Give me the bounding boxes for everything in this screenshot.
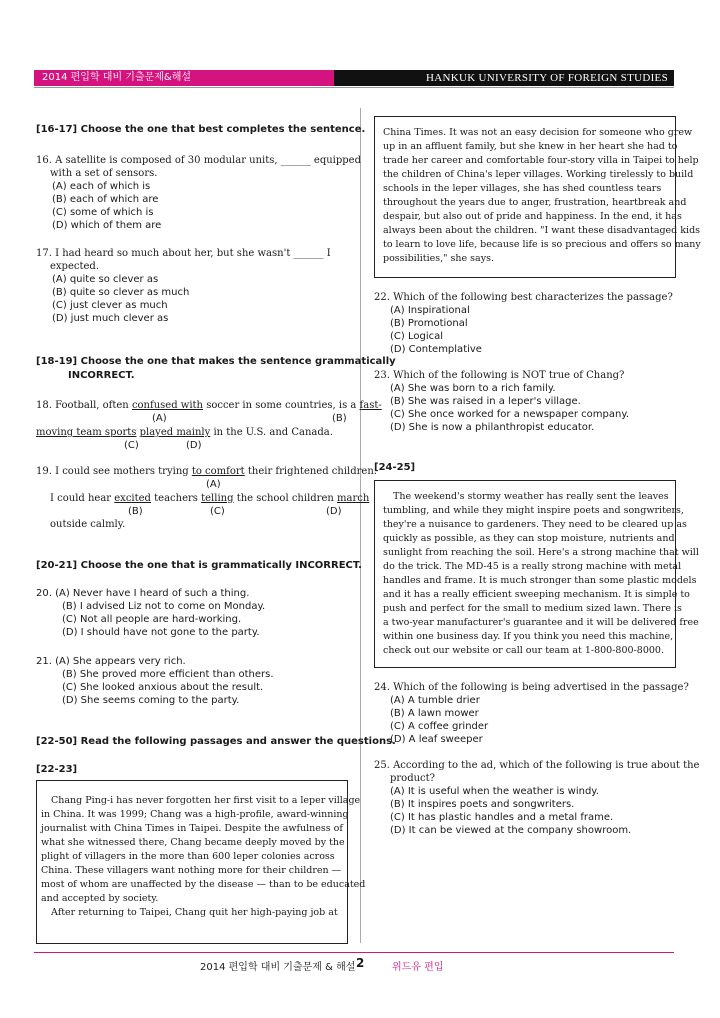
q19-part1: 19. I could see mothers trying	[36, 466, 189, 477]
q18-underline-b: fast-	[359, 400, 382, 411]
passage2-line1: The weekend's stormy weather has really sent the leaves	[393, 491, 669, 502]
passage1-line5: plight of villagers in the more than 600 leper colonies across	[41, 851, 335, 862]
q19-label-c: (C)	[210, 506, 225, 517]
q21-option-a: 21. (A) She appears very rich.	[36, 656, 186, 667]
passage2-line10: a two-year manufacturer's guarantee and it will be delivered free	[383, 617, 699, 628]
q18-label-c: (C)	[124, 440, 139, 451]
q19-stem-line2	[50, 493, 369, 505]
q18-label-b: (B)	[332, 413, 347, 424]
q22-option-c: (C) Logical	[390, 331, 444, 342]
q19-label-d: (D)	[326, 506, 342, 517]
header-right: HANKUK UNIVERSITY OF FOREIGN STUDIES	[334, 70, 674, 86]
section-20-21-title: [20-21] Choose the one that is grammatically INCORRECT.	[36, 560, 362, 571]
q20-option-d: (D) I should have not gone to the party.	[62, 627, 260, 638]
q16-option-b: (B) each of which are	[52, 194, 159, 205]
q18-part3: in the U.S. and Canada.	[213, 427, 333, 438]
range-22-23: [22-23]	[36, 764, 78, 775]
q25-stem-line2: product?	[390, 773, 436, 784]
q23-option-c: (C) She once worked for a newspaper company.	[390, 409, 630, 420]
passage2-line8: and it has a really efficient sweeping mechanism. It is simple to	[383, 589, 690, 600]
passage1c-line2: up in an affluent family, but she knew in her heart she had to	[383, 141, 678, 152]
q20-option-c: (C) Not all people are hard-working.	[62, 614, 242, 625]
q23-option-d: (D) She is now a philanthropist educator.	[390, 422, 595, 433]
q23-option-a: (A) She was born to a rich family.	[390, 383, 556, 394]
q24-stem: 24. Which of the following is being advertised in the passage?	[374, 682, 689, 693]
q17-option-d: (D) just much clever as	[52, 313, 169, 324]
q19-part4: teachers	[154, 493, 198, 504]
q25-option-d: (D) It can be viewed at the company showroom.	[390, 825, 632, 836]
q25-option-c: (C) It has plastic handles and a metal frame.	[390, 812, 614, 823]
footer-right: 위드유 편입	[392, 962, 444, 973]
q25-stem-line1: 25. According to the ad, which of the following is true about the	[374, 760, 700, 771]
q19-stem-line1	[36, 466, 377, 478]
q17-option-a: (A) quite so clever as	[52, 274, 159, 285]
q24-option-b: (B) A lawn mower	[390, 708, 479, 719]
q16-line2: with a set of sensors.	[50, 168, 158, 179]
q21-option-c: (C) She looked anxious about the result.	[62, 682, 264, 693]
passage1-line7: most of whom are unaffected by the disease — than to be educated	[41, 879, 366, 890]
q19-part3: I could hear	[50, 493, 112, 504]
q17-option-c: (C) just clever as much	[52, 300, 168, 311]
range-24-25: [24-25]	[374, 462, 416, 473]
passage1c-line7: despair, but also out of pride and happiness. In the end, it has	[383, 211, 682, 222]
passage1c-line10: possibilities," she says.	[383, 253, 494, 264]
passage1-line6: China. These villagers want nothing more for their children —	[41, 865, 342, 876]
passage1c-line6: throughout the years due to anger, frustration, heartbreak and	[383, 197, 687, 208]
q16-option-d: (D) which of them are	[52, 220, 162, 231]
passage1c-line9: to learn to love life, because life is so precious and offers so many	[383, 239, 701, 250]
q17-line1: 17. I had heard so much about her, but she wasn't ______ I	[36, 248, 331, 259]
section-22-50-title: [22-50] Read the following passages and answer the questions.	[36, 736, 396, 747]
passage2-line7: handles and frame. It is much stronger than some plastic models	[383, 575, 697, 586]
q18-underline-d: played mainly	[139, 427, 211, 438]
passage2-line12: check out our website or call our team at 1-800-800-8000.	[383, 645, 664, 656]
header-divider	[34, 87, 674, 88]
passage1-line2: in China. It was 1999; Chang was a high-profile, award-winning	[41, 809, 349, 820]
q18-part1: 18. Football, often	[36, 400, 129, 411]
passage2-line5: sunlight from reaching the soil. Here's a strong machine that will	[383, 547, 699, 558]
passage1c-line8: always been about the children. "I want these disadvantaged kids	[383, 225, 701, 236]
q19-stem-line3: outside calmly.	[50, 519, 126, 530]
q18-underline-a: confused with	[131, 400, 203, 411]
header	[34, 70, 674, 86]
q24-option-c: (C) A coffee grinder	[390, 721, 489, 732]
q18-label-a: (A)	[152, 413, 167, 424]
q25-option-a: (A) It is useful when the weather is windy.	[390, 786, 599, 797]
q18-stem	[36, 400, 382, 412]
section-16-17-title: [16-17] Choose the one that best completes the sentence.	[36, 124, 366, 135]
footer-left: 2014 편입학 대비 기출문제 & 해설	[200, 962, 356, 973]
q19-label-b: (B)	[128, 506, 143, 517]
q19-label-a: (A)	[206, 479, 221, 490]
passage-22-23-cont-box	[374, 116, 701, 278]
column-divider	[360, 108, 361, 943]
passage2-line4: quickly as possible, as they can stop moisture, nutrients and	[383, 533, 675, 544]
q21-option-d: (D) She seems coming to the party.	[62, 695, 240, 706]
passage2-line6: do the trick. The MD-45 is a really strong machine with metal	[383, 561, 682, 572]
passage1-line8: and accepted by society.	[41, 893, 159, 904]
section-18-19-title-cont: INCORRECT.	[68, 370, 135, 381]
q19-part5: the school children	[236, 493, 334, 504]
q25-option-b: (B) It inspires poets and songwriters.	[390, 799, 575, 810]
q19-underline-a: to comfort	[191, 466, 245, 477]
q17-option-b: (B) quite so clever as much	[52, 287, 190, 298]
q19-underline-b: excited	[114, 493, 151, 504]
passage2-line3: they're a nuisance to gardeners. They need to be cleared up as	[383, 519, 687, 530]
q19-underline-d: march	[337, 493, 370, 504]
passage2-line9: push and perfect for the small to medium sized lawn. There is	[383, 603, 682, 614]
q17-line2: expected.	[50, 261, 99, 272]
page-number: 2	[356, 956, 365, 970]
passage1-line1: Chang Ping-i has never forgotten her first visit to a leper village	[51, 795, 361, 806]
q23-stem: 23. Which of the following is NOT true of Chang?	[374, 370, 625, 381]
q18-part2: soccer in some countries, is a	[206, 400, 357, 411]
passage1-line9: After returning to Taipei, Chang quit her high-paying job at	[51, 907, 338, 918]
passage1c-line3: trade her career and comfortable four-story villa in Taipei to help	[383, 155, 699, 166]
footer-divider	[34, 952, 674, 953]
q22-stem: 22. Which of the following best characterizes the passage?	[374, 292, 673, 303]
section-18-19-title: [18-19] Choose the one that makes the sentence grammatically	[36, 356, 396, 367]
passage1c-line4: the children of China's leper villages. Working tirelessly to build	[383, 169, 694, 180]
q18-label-d: (D)	[186, 440, 202, 451]
q22-option-a: (A) Inspirational	[390, 305, 470, 316]
q16-option-c: (C) some of which is	[52, 207, 154, 218]
q19-underline-c: telling	[201, 493, 234, 504]
passage1-line4: what she witnessed there, Chang became deeply moved by the	[41, 837, 345, 848]
header-left: 2014 편입학 대비 기출문제&해설	[34, 70, 334, 86]
passage2-line2: tumbling, and while they might inspire poets and songwriters,	[383, 505, 684, 516]
q22-option-d: (D) Contemplative	[390, 344, 482, 355]
q18-underline-c: moving team sports	[36, 427, 137, 438]
q21-option-b: (B) She proved more efficient than others.	[62, 669, 274, 680]
q20-option-a: 20. (A) Never have I heard of such a thing.	[36, 588, 250, 599]
q19-part2: their frightened children.	[247, 466, 377, 477]
q23-option-b: (B) She was raised in a leper's village.	[390, 396, 581, 407]
q18-stem-line2	[36, 427, 333, 439]
passage1c-line1: China Times. It was not an easy decision for someone who grew	[383, 127, 693, 138]
q22-option-b: (B) Promotional	[390, 318, 468, 329]
passage1-line3: journalist with China Times in Taipei. Despite the awfulness of	[41, 823, 343, 834]
q24-option-a: (A) A tumble drier	[390, 695, 480, 706]
q20-option-b: (B) I advised Liz not to come on Monday.	[62, 601, 266, 612]
passage1c-line5: schools in the leper villages, she has shed countless tears	[383, 183, 662, 194]
passage-24-25-box	[374, 480, 699, 668]
q16-option-a: (A) each of which is	[52, 181, 151, 192]
passage2-line11: within one business day. If you think you need this machine,	[383, 631, 674, 642]
q24-option-d: (D) A leaf sweeper	[390, 734, 483, 745]
q16-line1: 16. A satellite is composed of 30 modular units, ______ equipped	[36, 155, 361, 166]
passage-22-23-box	[36, 780, 366, 944]
